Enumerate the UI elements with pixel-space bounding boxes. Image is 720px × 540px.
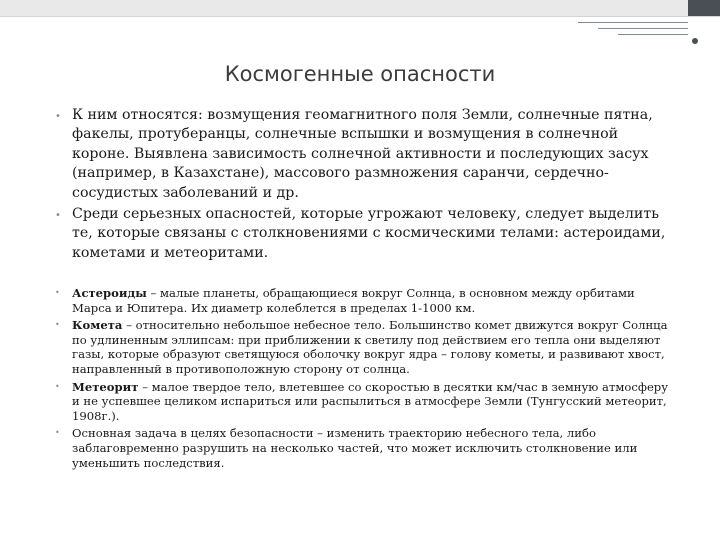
- definitions-bullet-list: [55, 286, 675, 470]
- term-label: Астероиды: [72, 286, 147, 300]
- bullet-icon: •: [55, 111, 61, 122]
- intro-bullet-list: [55, 106, 675, 263]
- top-bar-accent: [688, 0, 720, 16]
- list-item-text: Среди серьезных опасностей, которые угрожают человеку, следует выделить те, которые связаны с столкновениями с космическими телами: астероидами, кометами и метеоритами.: [72, 206, 666, 261]
- list-item: [55, 380, 675, 424]
- term-definition: Основная задача в целях безопасности – изменить траекторию небесного тела, либо заблаговременно разрушить на несколько частей, что может исключить столкновение или уменьшить последствия.: [72, 426, 638, 470]
- term-definition: – малое твердое тело, влетевшее со скоростью в десятки км/час в земную атмосферу и не успевшее целиком испариться или распылиться в атмосфере Земли (Тунгусский метеорит, 1908г.).: [72, 379, 669, 423]
- list-item-text: К ним относятся: возмущения геомагнитного поля Земли, солнечные пятна, факелы, протуберанцы, солнечные вспышки и возмущения в солнечной короне. Выявлена зависимость солнечной активности и последующих засух (например, в Казахстане), массового размножения саранчи, сердечно-сосудистых заболеваний и др.: [72, 107, 653, 201]
- decorative-dot: [692, 38, 698, 44]
- top-divider: [0, 16, 720, 17]
- bullet-icon: •: [55, 428, 60, 438]
- bullet-icon: •: [55, 320, 60, 330]
- list-item: [55, 205, 675, 263]
- decorative-lines: [568, 22, 688, 40]
- bullet-icon: •: [55, 288, 60, 297]
- bullet-icon: •: [55, 381, 60, 391]
- list-item: [55, 286, 675, 315]
- list-item: [55, 318, 675, 376]
- term-label: Метеорит: [72, 379, 139, 394]
- term-definition: – малые планеты, обращающиеся вокруг Солнца, в основном между орбитами Марса и Юпитера. Их диаметр колеблется в пределах 1-1000 км.: [72, 286, 635, 315]
- term-definition: – относительно небольшое небесное тело. Большинство комет движутся вокруг Солнца по удлиненным эллипсам: при приближении к светилу под действием его тепла они выделяют газы, которые образуют светящуюся оболочку вокруг ядра – голову кометы, и развивают хвост, направленный в противоположную сторону от солнца.: [72, 318, 668, 376]
- bullet-icon: •: [55, 210, 61, 222]
- term-label: Комета: [72, 318, 123, 333]
- list-item: [55, 106, 675, 203]
- top-bar: [0, 0, 720, 16]
- slide-title: Космогенные опасности: [224, 62, 496, 86]
- list-item: [55, 426, 675, 470]
